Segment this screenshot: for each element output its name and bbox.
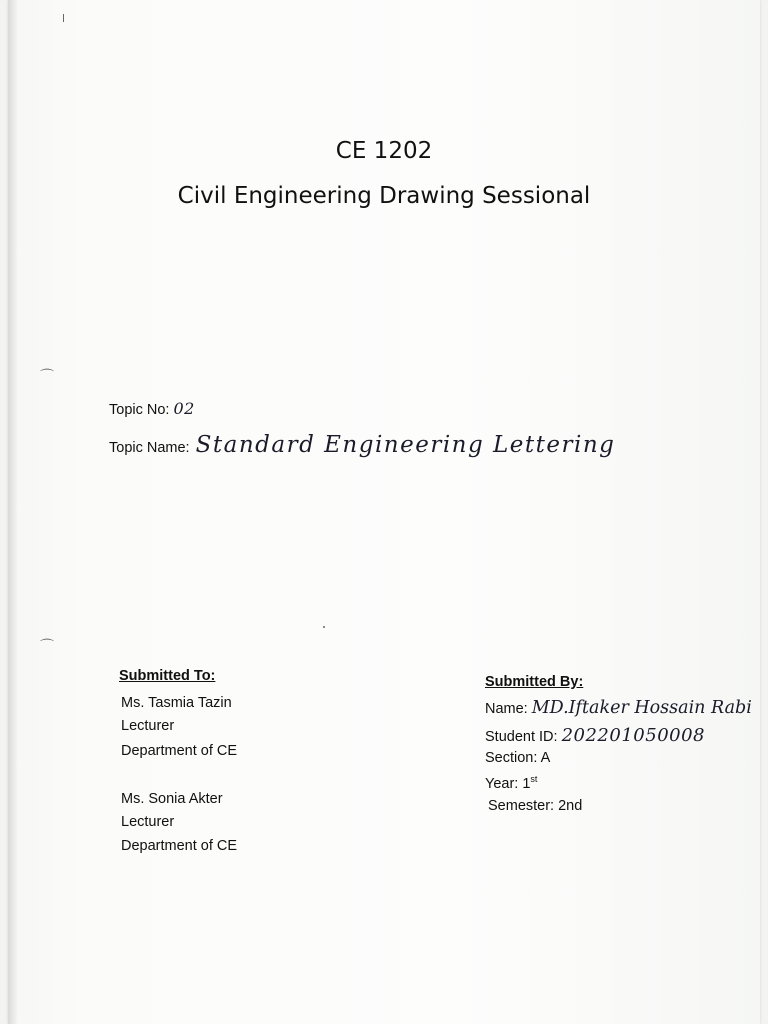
student-semester: Semester: 2nd xyxy=(488,798,583,814)
submitted-to-heading: Submitted To: xyxy=(119,668,216,684)
teacher-2-designation: Lecturer xyxy=(121,814,175,830)
topic-no-value: 02 xyxy=(173,399,195,418)
student-name-label: Name: xyxy=(485,701,528,717)
submitted-by-heading: Submitted By: xyxy=(485,674,584,690)
teacher-1-department: Department of CE xyxy=(121,743,238,759)
student-id-label: Student ID: xyxy=(485,729,558,745)
student-section: Section: A xyxy=(485,750,551,766)
paper-speck xyxy=(63,14,64,22)
topic-no-row xyxy=(109,399,195,418)
student-name-row xyxy=(485,698,752,718)
student-id-row xyxy=(485,725,705,746)
topic-name-value: Standard Engineering Lettering xyxy=(195,432,616,458)
course-code: CE 1202 xyxy=(335,138,433,164)
topic-no-label: Topic No: xyxy=(109,402,170,418)
student-year-text: Year: 1 xyxy=(485,775,531,792)
teacher-1-designation: Lecturer xyxy=(121,718,175,734)
student-year xyxy=(485,774,537,792)
teacher-2-name: Ms. Sonia Akter xyxy=(121,791,223,807)
teacher-2-department: Department of CE xyxy=(121,838,238,854)
student-id-value: 202201050008 xyxy=(561,725,706,746)
student-name-value: MD.Iftaker Hossain Rabi xyxy=(531,698,752,718)
course-name: Civil Engineering Drawing Sessional xyxy=(177,183,591,209)
topic-name-row xyxy=(109,432,615,458)
student-year-suffix: st xyxy=(530,774,538,784)
topic-name-label: Topic Name: xyxy=(109,440,190,456)
paper-speck xyxy=(323,626,325,628)
teacher-1-name: Ms. Tasmia Tazin xyxy=(121,695,232,711)
punch-hole-mark: ⌒ xyxy=(40,639,54,655)
punch-hole-mark: ⌒ xyxy=(40,369,54,385)
